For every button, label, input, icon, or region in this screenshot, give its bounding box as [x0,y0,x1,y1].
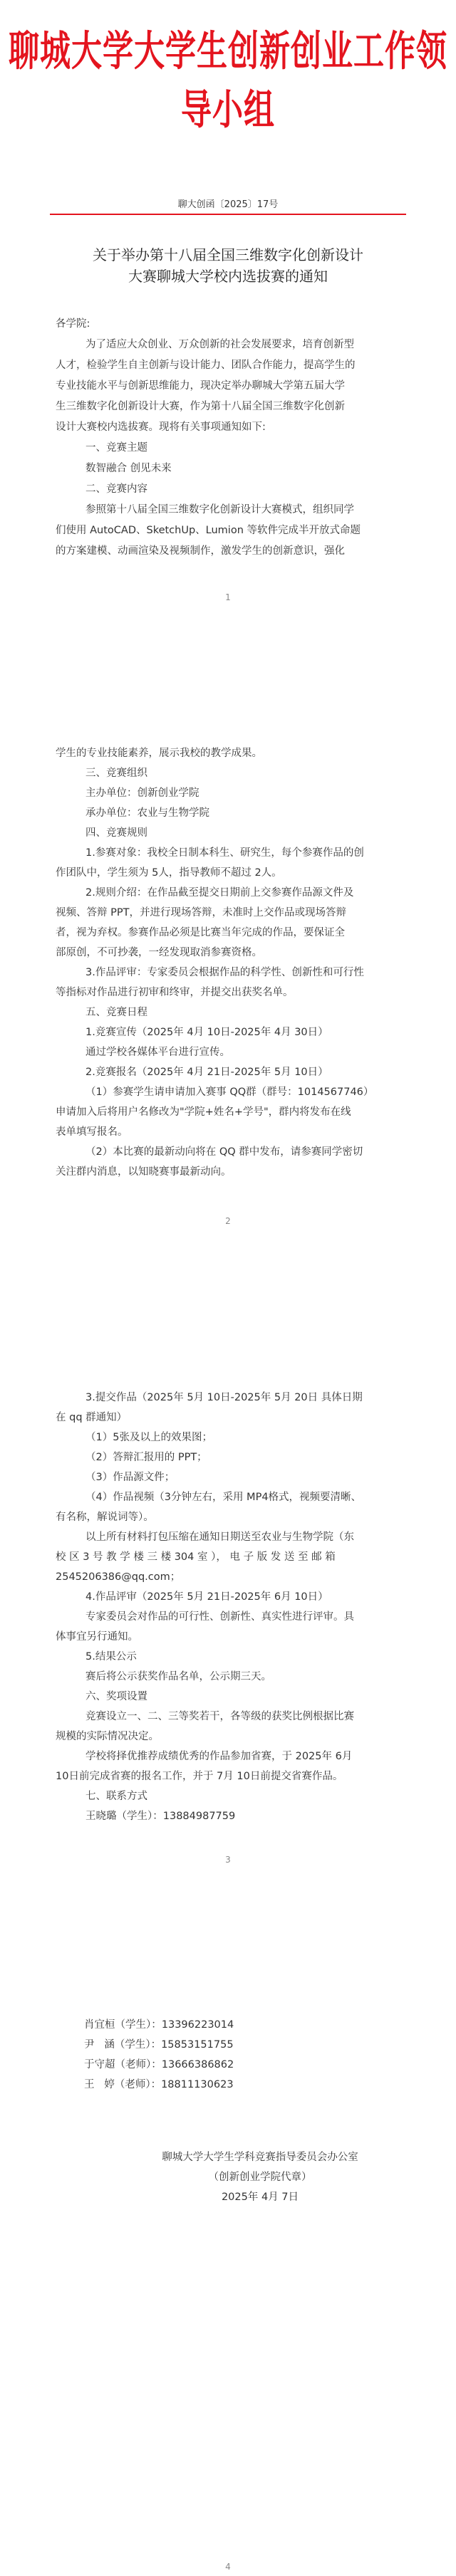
rule-line: 2.规则介绍：在作品截至提交日期前上交参赛作品源文件及 [86,887,354,899]
schedule-line: 体事宜另行通知。 [56,1631,138,1643]
submission-line: 以上所有材料打包压缩在通知日期送至农业与生物学院（东 [86,1532,354,1543]
page-number: 3 [225,1855,231,1865]
issuer-seal-note: （创新创业学院代章） [208,2172,312,2183]
submission-item: （2）答辩汇报用的 PPT； [86,1452,207,1463]
content-line: 参照第十八届全国三维数字化创新设计大赛模式，组织同学 [86,504,354,515]
schedule-line: 1.竞赛宣传（2025年 4月 10日-2025年 4月 30日） [86,1027,328,1038]
submission-item: 有名称，解说词等）。 [56,1512,154,1523]
rule-line: 3.作品评审：专家委员会根据作品的科学性、创新性和可行性 [86,967,364,978]
issue-date: 2025年 4月 7日 [221,2192,299,2203]
rule-line: 1.参赛对象：我校全日制本科生、研究生，每个参赛作品的创 [86,847,364,859]
content-line: 学生的专业技能素养，展示我校的教学成果。 [56,748,262,759]
schedule-line: 4.作品评审（2025年 5月 21日-2025年 6月 10日） [86,1591,328,1603]
page-number: 4 [225,2562,231,2572]
rule-line: 者，视为弃权。参赛作品必须是比赛当年完成的作品，要保证全 [56,927,345,938]
notice-title-line2: 大赛聊城大学校内选拔赛的通知 [128,268,328,285]
award-line: 规模的实际情况决定。 [56,1731,159,1742]
contact-line: 王 婷（老师）：18811130623 [84,2079,234,2090]
page-number: 2 [225,1216,231,1226]
co-organizer: 承办单位：农业与生物学院 [86,807,209,819]
schedule-line: 赛后将公示获奖作品名单，公示期三天。 [86,1671,271,1682]
page-number: 1 [225,592,231,602]
rule-line: 视频、答辩 PPT，并进行现场答辩，未准时上交作品或现场答辩 [56,907,346,918]
submission-item: （4）作品视频（3分钟左右，采用 MP4格式，视频要清晰、 [86,1492,362,1503]
schedule-line: 在 qq 群通知） [56,1412,128,1423]
page-3 [0,1232,456,1865]
section-heading: 二、竞赛内容 [86,483,147,495]
contact-line: 于守超（老师）：13666386862 [84,2059,234,2070]
schedule-line: 申请加入后将用户名修改为"学院+姓名+学号"，群内将发布在线 [56,1106,351,1118]
theme-text: 数智融合 创见未来 [86,463,172,474]
section-heading: 七、联系方式 [86,1791,147,1802]
intro-line: 生三维数字化创新设计大赛，作为第十八届全国三维数字化创新 [56,401,345,412]
schedule-line: 关注群内消息，以知晓赛事最新动向。 [56,1166,232,1178]
document-number: 聊大创函〔2025〕17号 [177,199,279,210]
submission-line: 校 区 3 号 教 学 楼 三 楼 304 室 ）， 电 子 版 发 送 至 邮 箱 [56,1551,336,1563]
organizer: 主办单位：创新创业学院 [86,787,200,799]
schedule-line: （1）参赛学生请申请加入赛事 QQ群（群号：1014567746） [86,1087,374,1098]
contact-line: 尹 涵（学生）：15853151755 [84,2039,234,2051]
rule-line: 部原创，不可抄袭，一经发现取消参赛资格。 [56,947,262,958]
schedule-line: 3.提交作品（2025年 5月 10日-2025年 5月 20日 具体日期 [86,1392,363,1403]
contact-line: 王晓璐（学生）：13884987759 [86,1811,236,1822]
intro-line: 设计大赛校内选拔赛。现将有关事项通知如下: [56,422,266,433]
email-address: 2545206386@qq.com； [56,1571,181,1583]
award-line: 10日前完成省赛的报名工作，并于 7月 10日前提交省赛作品。 [56,1771,343,1782]
page-1 [0,0,456,612]
rule-line: 作团队中，学生须为 5人，指导教师不超过 2人。 [56,867,282,879]
award-line: 竞赛设立一、二、三等奖若干，各等级的获奖比例根据比赛 [86,1711,354,1722]
award-line: 学校将择优推荐成绩优秀的作品参加省赛，于 2025年 6月 [86,1751,353,1762]
schedule-line: 表单填写报名。 [56,1126,128,1138]
intro-line: 专业技能水平与创新思维能力，现决定举办聊城大学第五届大学 [56,380,345,392]
schedule-line: （2）本比赛的最新动向将在 QQ 群中发布，请参赛同学密切 [86,1146,363,1158]
page-2 [0,612,456,1232]
schedule-line: 5.结果公示 [86,1651,137,1663]
schedule-line: 通过学校各媒体平台进行宣传。 [86,1047,230,1058]
contact-line: 肖宜桓（学生）：13396223014 [84,2019,234,2031]
page-4 [0,1865,456,2576]
section-heading: 一、竞赛主题 [86,442,147,454]
schedule-line: 2.竞赛报名（2025年 4月 21日-2025年 5月 10日） [86,1067,328,1078]
rule-line: 等指标对作品进行初审和终审，并提交出获奖名单。 [56,987,294,998]
notice-title-line1: 关于举办第十八届全国三维数字化创新设计 [93,246,363,263]
schedule-line: 专家委员会对作品的可行性、创新性、真实性进行评审。具 [86,1611,354,1623]
red-divider [50,214,406,215]
issuer-name: 聊城大学大学生学科竞赛指导委员会办公室 [162,2152,358,2163]
content-line: 们使用 AutoCAD、SketchUp、Lumion 等软件完成半开放式命题 [56,525,361,536]
greeting: 各学院: [56,318,90,330]
submission-item: （1）5张及以上的效果图； [86,1432,212,1443]
section-heading: 六、奖项设置 [86,1691,147,1702]
intro-line: 人才，检验学生自主创新与设计能力、团队合作能力，提高学生的 [56,360,356,371]
letterhead-banner: 聊城大学大学生创新创业工作领导小组 [9,27,447,135]
section-heading: 五、竞赛日程 [86,1007,147,1018]
section-heading: 四、竞赛规则 [86,827,147,839]
intro-line: 为了适应大众创业、万众创新的社会发展要求，培育创新型 [86,339,354,350]
content-line: 的方案建模、动画渲染及视频制作，激发学生的创新意识，强化 [56,545,345,557]
section-heading: 三、竞赛组织 [86,768,147,779]
submission-item: （3）作品源文件； [86,1472,175,1483]
